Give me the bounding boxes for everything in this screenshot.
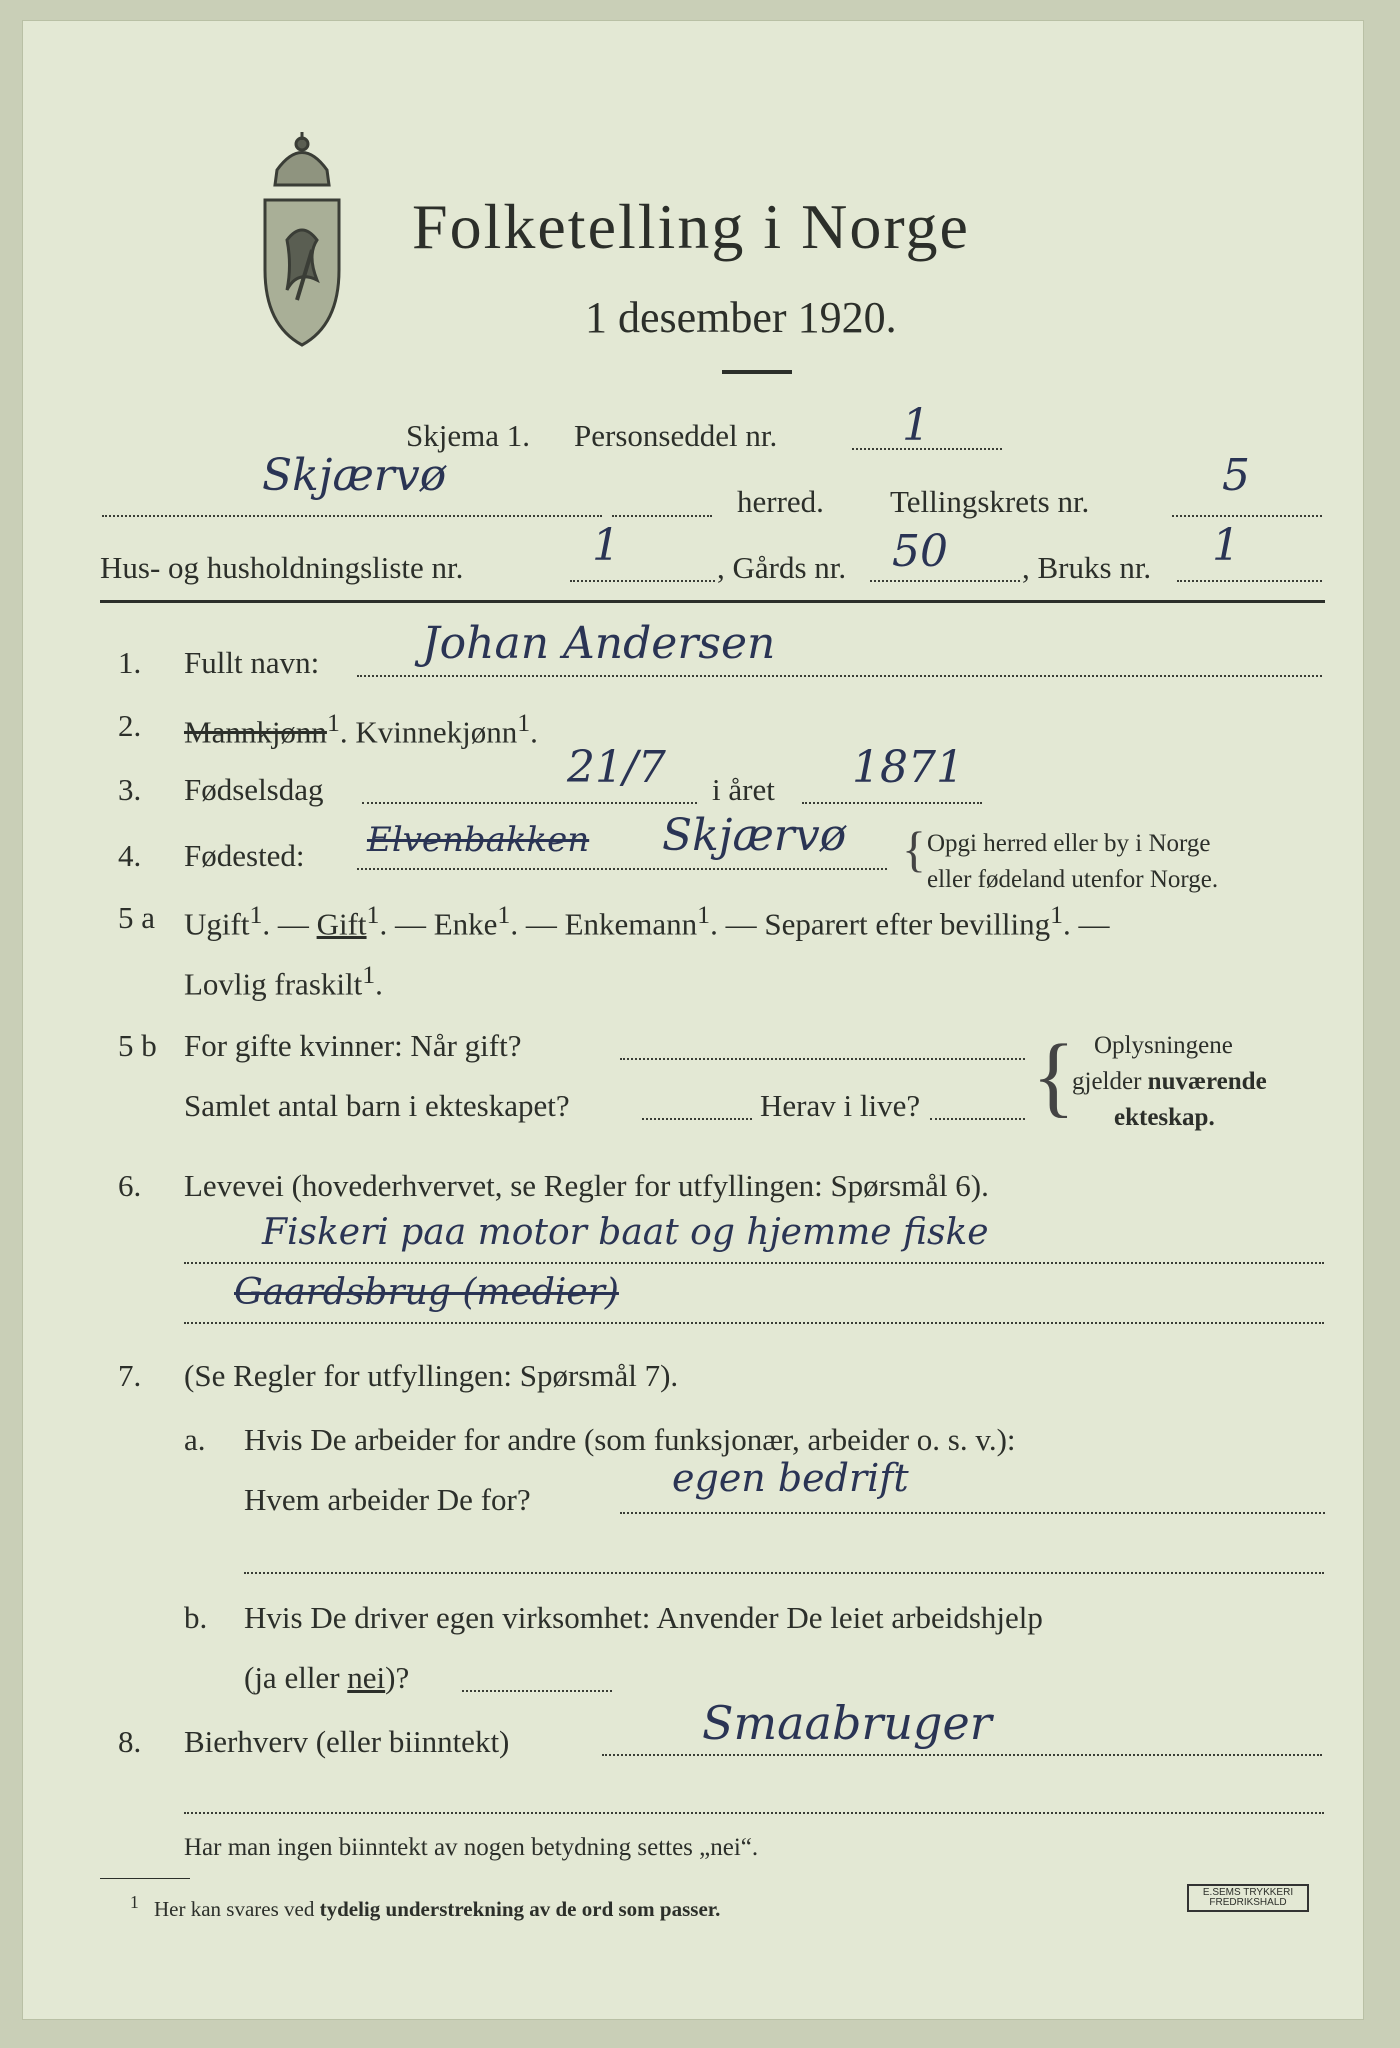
q7a-dotted-line-2 (244, 1572, 1324, 1574)
husholdning-label: Hus- og husholdningsliste nr. (100, 550, 464, 585)
q7a-letter: a. (184, 1422, 206, 1457)
footer-note: Har man ingen biinntekt av nogen betydning settes „nei“. (184, 1834, 759, 1861)
q3-label: Fødselsdag (184, 772, 324, 807)
q4-struck-birthplace: Elvenbakken (367, 820, 590, 860)
q5a-dash-2: — (394, 906, 426, 942)
tellingskrets-dotted-line (1172, 515, 1322, 517)
q3-year-dotted-line (802, 802, 982, 804)
q4-number: 4. (118, 838, 142, 873)
q8-number: 8. (118, 1724, 142, 1759)
q5a-dash-1: — (277, 906, 309, 942)
municipality-dotted-line (102, 515, 602, 517)
q5b-note-line3: ekteskap. (1114, 1104, 1215, 1131)
q6-occupation-value-2: Gaardsbrug (medier) (234, 1272, 619, 1313)
census-form-sheet (22, 20, 1364, 2020)
printer-stamp-line1: E.SEMS TRYKKERI (1202, 1887, 1294, 1898)
q4-dotted-line (357, 868, 887, 870)
q3-year-value: 1871 (852, 742, 964, 793)
footnote-text-a: Her kan svares ved (154, 1897, 315, 1921)
q4-note-line1: Opgi herred eller by i Norge (927, 830, 1211, 857)
q2-sep-1: . (339, 714, 348, 750)
q7b-letter: b. (184, 1600, 208, 1635)
q7-label: (Se Regler for utfyllingen: Spørsmål 7). (184, 1358, 679, 1393)
q5a-options: Ugift$^1$. — Gift$^1$. — Enke$^1$. — Enkemann$^1$. — Separert efter bevilling$^1$. — (184, 900, 1110, 942)
norwegian-coat-of-arms-icon (247, 130, 357, 350)
q5b-note-line1: Oplysningene (1094, 1032, 1233, 1059)
q6-dotted-line-1 (184, 1262, 1324, 1264)
q4-label: Fødested: (184, 838, 305, 873)
q3-birthday-value: 21/7 (567, 742, 666, 793)
q5a-gift-option: Gift (316, 906, 367, 942)
q1-dotted-line (357, 675, 1322, 677)
q4-brace: { (902, 821, 926, 877)
footnote-rule (100, 1878, 190, 1879)
q5b-line1: For gifte kvinner: Når gift? (184, 1028, 522, 1063)
q5a-dash-3: — (525, 906, 557, 942)
q5a-fraskilt-line: Lovlig fraskilt$^1$. (184, 960, 383, 1002)
q5a-sup-6: 1 (362, 960, 376, 989)
gards-value: 50 (892, 526, 948, 577)
gards-label: , Gårds nr. (717, 550, 847, 585)
q5a-dash-4: — (725, 906, 757, 942)
q2-footnote-mark-1: 1 (326, 708, 340, 737)
q7a-employer-value: egen bedrift (672, 1456, 909, 1500)
q2-footnote-mark-2: 1 (517, 708, 531, 737)
q7b-question (244, 1660, 409, 1696)
q6-dotted-line-2 (184, 1322, 1324, 1324)
q3-number: 3. (118, 772, 142, 807)
q5a-enkemann-option: Enkemann (564, 906, 698, 942)
q8-dotted-line-2 (184, 1812, 1324, 1814)
q8-side-income-value: Smaabruger (702, 1696, 992, 1750)
husholdning-value: 1 (592, 520, 620, 571)
footnote-number: 1 (130, 1892, 139, 1912)
municipality-dotted-line-2 (612, 515, 712, 517)
q5a-fraskilt-option: Lovlig fraskilt (184, 966, 363, 1002)
q5a-dash-5: — (1078, 906, 1110, 942)
q2-mannkjonn-option: Mannkjønn (184, 714, 327, 750)
footnote (130, 1892, 720, 1922)
q7b-text: Hvis De driver egen virksomhet: Anvender De leiet arbeidshjelp (244, 1600, 1043, 1635)
title-divider (722, 370, 792, 374)
q7b-nei-option: nei (347, 1660, 386, 1695)
q2-number: 2. (118, 708, 142, 743)
header-separator (100, 600, 1325, 603)
tellingskrets-label: Tellingskrets nr. (890, 484, 1090, 519)
q7a-question: Hvem arbeider De for? (244, 1482, 531, 1517)
q5a-ugift-option: Ugift (184, 906, 250, 942)
q4-birthplace-value: Skjærvø (662, 810, 847, 861)
husholdning-dotted-line (570, 580, 715, 582)
q5b-note-gjelder: gjelder (1072, 1068, 1142, 1095)
q5b-note-line2 (1072, 1068, 1267, 1096)
footnote-text-b: tydelig understrekning av de ord som passer. (319, 1897, 721, 1921)
q5a-sup-3: 1 (497, 900, 511, 929)
bruks-dotted-line (1177, 580, 1322, 582)
q5b-alive-dotted-line (930, 1118, 1025, 1120)
q5b-children-label: Samlet antal barn i ekteskapet? (184, 1088, 570, 1123)
q7b-q-post: )? (385, 1660, 410, 1695)
printer-stamp (1187, 1884, 1309, 1912)
q5b-children-dotted-line (642, 1118, 752, 1120)
q5a-number: 5 a (118, 900, 156, 935)
q7b-q-pre: (ja eller (244, 1660, 348, 1695)
q7b-dotted-line (462, 1690, 612, 1692)
gards-dotted-line (870, 580, 1020, 582)
personseddel-label: Personseddel nr. (574, 418, 778, 453)
bruks-value: 1 (1212, 520, 1240, 571)
herred-label: herred. (737, 484, 824, 519)
q8-label: Bierhverv (eller biinntekt) (184, 1724, 510, 1759)
q5b-when-married-dotted-line (620, 1058, 1025, 1060)
q3-year-label: i året (712, 772, 775, 807)
bruks-label: , Bruks nr. (1022, 550, 1152, 585)
q2-kvinnekjonn-option: Kvinnekjønn (355, 714, 518, 750)
q5a-enke-option: Enke (433, 906, 498, 942)
q5a-sup-5: 1 (1050, 900, 1064, 929)
q8-dotted-line (602, 1754, 1322, 1756)
q4-note-line2: eller fødeland utenfor Norge. (927, 866, 1219, 893)
q6-occupation-value-1: Fiskeri paa motor baat og hjemme fiske (262, 1212, 989, 1253)
q3-dotted-line (362, 802, 697, 804)
personseddel-value: 1 (902, 400, 930, 451)
q1-label: Fullt navn: (184, 645, 320, 680)
skjema-label: Skjema 1. (406, 418, 530, 453)
q2-options (184, 708, 538, 750)
q7a-dotted-line (620, 1512, 1325, 1514)
q1-full-name-value: Johan Andersen (422, 618, 776, 669)
q5a-sup-1: 1 (249, 900, 263, 929)
q7-number: 7. (118, 1358, 142, 1393)
q7a-text: Hvis De arbeider for andre (som funksjonær, arbeider o. s. v.): (244, 1422, 1016, 1457)
q2-sep-2: . (530, 714, 538, 750)
page-title: Folketelling i Norge (412, 191, 970, 262)
q5a-sup-2: 1 (366, 900, 380, 929)
q6-label: Levevei (hovederhvervet, se Regler for utfyllingen: Spørsmål 6). (184, 1168, 989, 1203)
q1-number: 1. (118, 645, 142, 680)
q5b-alive-label: Herav i live? (760, 1088, 921, 1123)
q6-number: 6. (118, 1168, 142, 1203)
q5b-number: 5 b (118, 1028, 157, 1063)
census-date: 1 desember 1920. (585, 293, 897, 342)
q5b-brace: { (1032, 1027, 1076, 1126)
printer-stamp-line2: FREDRIKSHALD (1209, 1897, 1287, 1908)
q5a-separert-option: Separert efter bevilling (764, 906, 1051, 942)
municipality-value: Skjærvø (262, 450, 447, 501)
q5b-note-current: nuværende (1147, 1068, 1267, 1095)
q5a-sup-4: 1 (697, 900, 711, 929)
tellingskrets-value: 5 (1222, 450, 1250, 501)
